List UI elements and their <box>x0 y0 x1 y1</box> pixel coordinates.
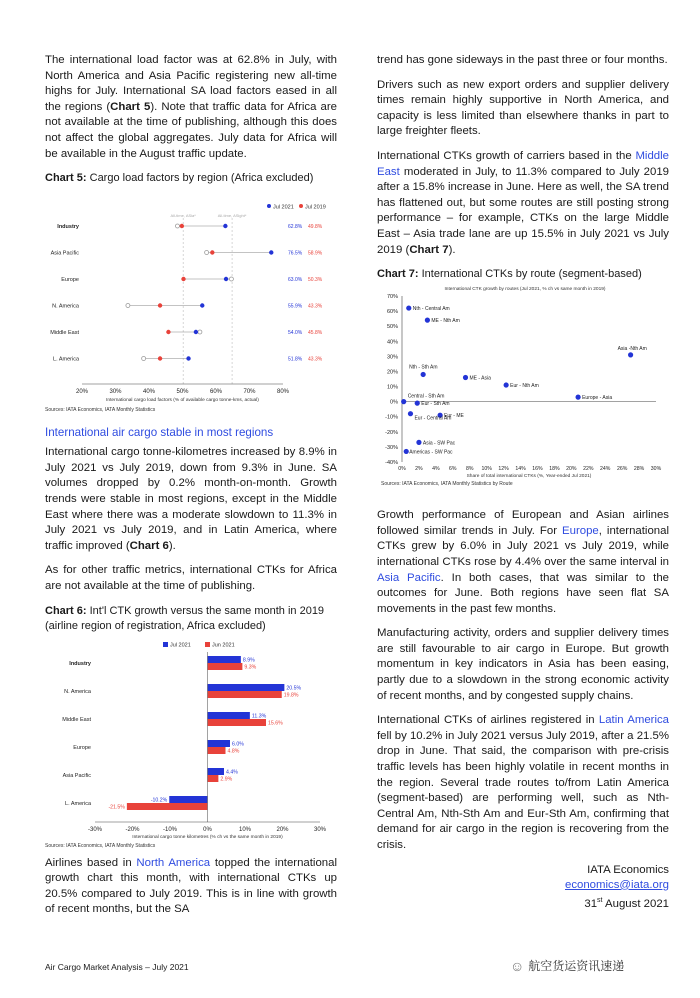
grey-point <box>142 357 146 361</box>
right-column <box>377 53 669 911</box>
text-run: topped the international growth chart this month, with international CTKs up 20.5% compared to July 2019. This is in line with growth of recent months, but the SA <box>45 856 337 916</box>
text-run: Middle East <box>377 149 669 178</box>
category-label: Industry <box>57 224 79 231</box>
route-label: Eur - Central Am <box>414 415 452 422</box>
category-label: Middle East <box>50 330 79 337</box>
jul2021-label: 76.5% <box>288 250 303 257</box>
category-label: Asia Pacific <box>50 250 79 257</box>
route-label: Europe - Asia <box>582 395 613 402</box>
chart-source: Sources: IATA Economics, IATA Monthly Statistics <box>45 842 156 849</box>
category-label: L. America <box>53 356 79 363</box>
route-point <box>415 401 420 406</box>
route-label: Americas - SW Pac <box>409 449 453 456</box>
x-tick: 28% <box>633 466 645 473</box>
y-tick: -30% <box>385 445 398 452</box>
legend-jul2021: Jul 2021 <box>273 204 294 211</box>
x-tick: -20% <box>125 826 140 833</box>
route-point <box>576 395 581 400</box>
jul-bar <box>208 684 285 691</box>
x-tick: 60% <box>209 389 223 396</box>
x-tick: 0% <box>398 466 406 473</box>
x-tick: 70% <box>243 389 256 396</box>
x-tick: 8% <box>465 466 474 473</box>
jun-label: -21.5% <box>108 804 125 810</box>
text-run: ). Note that traffic data for Africa are not available at the time of publishing, although this does not affect the global aggregates. July data for Africa will be available in the August traffic update. <box>45 100 337 160</box>
jul-bar <box>208 712 250 719</box>
jul2021-point <box>194 330 198 334</box>
text-run: Growth performance of European and Asian airlines followed similar trends in July. For <box>377 509 669 537</box>
jul-label: -10.2% <box>150 797 168 803</box>
jul-bar <box>169 796 207 803</box>
y-tick: -10% <box>385 414 398 421</box>
y-tick: 0% <box>390 399 398 406</box>
jul2021-point <box>224 277 228 281</box>
y-tick: 40% <box>386 339 398 346</box>
jun-bar <box>208 663 243 670</box>
jul2019-point <box>181 277 185 281</box>
category-label: N. America <box>52 303 79 310</box>
route-point <box>406 306 411 311</box>
text-run: North America <box>136 856 211 869</box>
text-run: Latin America <box>598 714 670 727</box>
route-point <box>504 383 509 388</box>
route-label: Nth - Sth Am <box>409 364 438 371</box>
x-tick: 16% <box>532 466 543 473</box>
jul2019-point <box>180 224 184 228</box>
route-label: Asia - SW Pac <box>422 440 456 447</box>
route-label: Asia -Nth Am <box>617 345 647 352</box>
chart7-caption: Chart 7: International CTKs by route (segment-based) <box>377 268 642 281</box>
jul2021-label: 54.0% <box>288 330 303 337</box>
legend-jul2019: Jul 2019 <box>305 204 326 211</box>
chart6-caption: Chart 6: Int'l CTK growth versus the same month in 2019 (airline region of registration, Africa excluded) <box>45 604 325 632</box>
chart-source: Sources: IATA Economics, IATA Monthly Statistics <box>45 407 156 414</box>
route-point <box>401 399 406 404</box>
jul-bar <box>208 740 231 747</box>
grey-point <box>175 224 179 228</box>
x-axis-label: International cargo tonne kilometres (% ch vs the same month in 2019) <box>132 834 283 840</box>
chart5-load-factors <box>45 188 337 420</box>
text-run: Chart 6 <box>129 539 169 552</box>
jun-bar <box>208 775 219 782</box>
left-column <box>45 53 337 927</box>
legend-jun: Jun 2021 <box>212 642 235 648</box>
text-run: . In both cases, that was similar to the outcomes for June. Both regions have seen flat SA movements in the past few months. <box>377 571 669 615</box>
y-tick: 10% <box>386 384 398 391</box>
category-label: Europe <box>73 744 91 751</box>
paragraph-sa-trend: trend has gone sideways in the past three or four months. <box>377 54 668 66</box>
text-run: ). <box>168 539 176 552</box>
x-tick: 14% <box>515 466 526 473</box>
chart6-ctk-growth <box>45 636 337 850</box>
route-label: Eur - Nth Am <box>510 383 539 390</box>
text-run: Chart 7 <box>409 243 449 256</box>
chart-subtitle: International CTK growth by routes (Jul 2021, % ch vs same month in 2019) <box>444 287 606 293</box>
watermark <box>510 957 624 974</box>
jul-label: 6.0% <box>232 741 244 747</box>
text-run: International CTKs of airlines registered in <box>377 714 599 727</box>
paragraph-ctk-growth <box>45 445 337 554</box>
x-tick: 80% <box>276 389 290 396</box>
jun-bar <box>208 719 267 726</box>
signature-org: IATA Economics <box>587 863 669 876</box>
route-label: Nth - Central Am <box>412 306 450 313</box>
grey-point <box>198 330 202 334</box>
x-axis-label: International cargo load factors (% of available cargo tonne-kms, actual) <box>106 398 259 404</box>
text-run: Europe <box>562 524 599 537</box>
jun-bar <box>208 747 226 754</box>
jul2021-point <box>269 250 273 254</box>
jul2019-label: 58.9% <box>308 250 323 257</box>
legend-jul-marker <box>163 642 168 647</box>
annotation-label: All-time, ASight* <box>217 213 247 219</box>
text-run: moderated in July, to 11.3% compared to July 2019 after a 15.8% increase in June. Here as well, the SA trend has flattened out, but some routes are still posting strong performance – for example, CTKs on the large Middle East – Asia trade lane are up 15.5% in July 2021 vs July 2019 ( <box>377 165 669 256</box>
route-label: ME - Asia <box>469 375 491 382</box>
route-point <box>408 411 413 416</box>
x-tick: -30% <box>87 826 103 833</box>
category-label: L. America <box>65 800 91 807</box>
jul-label: 20.5% <box>286 685 302 691</box>
route-point <box>421 372 426 377</box>
paragraph-latin-america <box>377 713 669 853</box>
jul2019-label: 49.8% <box>308 224 323 231</box>
legend-jul2021-marker <box>267 204 271 208</box>
x-tick: 18% <box>549 466 560 473</box>
x-tick: 0% <box>203 826 212 833</box>
jun-label: 19.8% <box>283 692 299 698</box>
legend-jul: Jul 2021 <box>170 642 191 648</box>
chart-source: Sources: IATA Economics, IATA Monthly Statistics by Route <box>381 481 513 488</box>
jun-label: 4.8% <box>227 748 240 754</box>
jul2019-label: 43.3% <box>308 356 323 363</box>
x-tick: 6% <box>449 466 457 473</box>
y-tick: 50% <box>386 324 398 331</box>
jul2019-point <box>158 356 162 360</box>
text-run: Asia Pacific <box>377 571 441 584</box>
jul2021-label: 55.9% <box>288 303 303 310</box>
text-run: International cargo tonne-kilometres increased by 8.9% in July 2021 vs July 2019, down from 9.3% in June. SA volumes dropped by 0.2% month-on-month. Growth trends were stable in most regions, except in the Middle East where there was a moderate slowdown to 11.3% in July 2021 vs July 2019, and in Latin America, where traffic improved ( <box>45 446 337 552</box>
paragraph-europe-asia <box>377 508 669 617</box>
grey-point <box>126 304 130 308</box>
grey-point <box>229 277 233 281</box>
email-link[interactable]: economics@iata.org <box>564 878 669 891</box>
x-tick: -10% <box>162 826 178 833</box>
jun-label: 15.6% <box>268 720 283 726</box>
text-run: Chart 5 <box>110 100 151 113</box>
x-tick: 26% <box>616 466 628 473</box>
annotation-label: All-time, ASia* <box>170 213 196 219</box>
wechat-icon: ☺ <box>510 957 525 974</box>
y-tick: 30% <box>386 354 398 361</box>
x-tick: 10% <box>481 466 492 473</box>
footer-title: Air Cargo Market Analysis – July 2021 <box>45 962 189 972</box>
jul2021-label: 63.0% <box>288 277 303 284</box>
route-point <box>425 318 430 323</box>
jul2021-point <box>200 303 204 307</box>
section-heading: International air cargo stable in most regions <box>45 426 274 440</box>
route-point <box>404 449 409 454</box>
jul-label: 8.9% <box>242 657 255 663</box>
paragraph-north-america <box>45 856 337 918</box>
x-tick: 4% <box>432 466 440 473</box>
route-label: Eur - ME <box>444 413 464 420</box>
x-tick: 2% <box>415 466 423 473</box>
jul-bar <box>208 768 225 775</box>
jul2019-label: 50.3% <box>308 277 323 284</box>
jul2019-point <box>158 303 162 307</box>
jul-bar <box>208 656 241 663</box>
route-point <box>416 440 421 445</box>
paragraph-load-factor <box>45 53 337 162</box>
x-tick: 10% <box>238 826 252 833</box>
category-label: N. America <box>64 688 91 695</box>
jun-label: 9.3% <box>244 664 257 670</box>
category-label: Europe <box>61 277 79 284</box>
text-run: , international CTKs grew by 6.0% in July 2021 vs July 2019, while international CTKs rose by 4.4% over the same interval in <box>377 524 669 568</box>
jul2019-label: 43.3% <box>308 303 323 310</box>
route-point <box>463 375 468 380</box>
route-label: Central - Sth Am <box>407 393 445 400</box>
x-tick: 30% <box>650 466 662 473</box>
signature-date: 31st August 2021 <box>584 896 669 910</box>
route-point <box>628 352 633 357</box>
paragraph-drivers: Drivers such as new export orders and supplier delivery times remain highly supportive in North America, and capacity is less limited than elsewhere thanks in part to large freighter fleets. <box>377 78 669 138</box>
legend-jun-marker <box>205 642 210 647</box>
x-tick: 20% <box>75 389 89 396</box>
x-tick: 20% <box>276 826 289 833</box>
jul2021-label: 51.8% <box>288 356 303 363</box>
jul2021-point <box>186 356 190 360</box>
text-run: The international load factor was at 62.8% in July, with North America and Asia Pacific registering new all-time highs for July. International SA load factors eased in all the regions ( <box>45 54 337 113</box>
category-label: Middle East <box>62 716 91 723</box>
x-tick: 24% <box>600 466 611 473</box>
jun-label: 2.9% <box>220 776 233 782</box>
text-run: Airlines based in <box>45 856 137 869</box>
y-tick: -20% <box>385 429 398 436</box>
x-tick: 20% <box>566 466 577 473</box>
watermark-text: 航空货运资讯速递 <box>528 959 625 973</box>
x-tick: 40% <box>142 389 156 396</box>
jul2019-point <box>210 250 214 254</box>
paragraph-africa-note: As for other traffic metrics, international CTKs for Africa are not available at the time of publishing. <box>45 564 337 592</box>
text-run: International CTKs growth of carriers based in the <box>377 149 636 162</box>
jul-label: 4.4% <box>226 769 238 775</box>
jun-bar <box>127 803 208 810</box>
paragraph-manufacturing: Manufacturing activity, orders and supplier delivery times are still favourable to air cargo in Europe. But growth momentum in key indicators in Asia has been easing, partly due to a slowdown in the strong economic activity of recent months, and by congested supply chains. <box>377 627 669 702</box>
x-tick: 22% <box>583 466 594 473</box>
x-tick: 30% <box>313 826 327 833</box>
x-tick: 12% <box>498 466 509 473</box>
x-tick: 30% <box>109 389 122 396</box>
chart7-ctks-by-route <box>377 284 669 500</box>
text-run: fell by 10.2% in July 2021 versus July 2019, after a 21.5% drop in June. That said, the comparison with pre-crisis traffic levels has been highly volatile in recent months in the region. Several trade routes to/from Latin America (segment-based) are performing well, such as Nth-Central Am, Nth-Sth Am and Eur-Sth Am, confirming that demand for air cargo in the region is recovering from the crisis. <box>377 729 669 851</box>
x-axis-label: Share of total international CTKs (%, Year-ended Jul 2021) <box>466 474 592 480</box>
jul-label: 11.3% <box>251 713 267 719</box>
jul2019-point <box>166 330 170 334</box>
jul2021-label: 62.8% <box>288 224 303 231</box>
y-tick: 60% <box>386 309 398 316</box>
route-label: Eur - Sth Am <box>421 401 450 408</box>
y-tick: 70% <box>386 294 398 301</box>
grey-point <box>205 251 209 255</box>
y-tick: -40% <box>385 460 398 467</box>
category-label: Industry <box>69 660 91 667</box>
y-tick: 20% <box>386 369 398 376</box>
x-tick: 50% <box>176 389 189 396</box>
jul2019-label: 45.8% <box>308 330 323 337</box>
route-label: ME - Nth Am <box>431 318 460 325</box>
jul2021-point <box>223 224 227 228</box>
chart5-caption: Chart 5: Cargo load factors by region (Africa excluded) <box>45 172 314 185</box>
category-label: Asia Pacific <box>62 772 91 779</box>
legend-jul2019-marker <box>299 204 303 208</box>
paragraph-middle-east <box>377 149 669 258</box>
signature <box>377 863 669 912</box>
jun-bar <box>208 691 282 698</box>
text-run: ). <box>448 243 456 256</box>
